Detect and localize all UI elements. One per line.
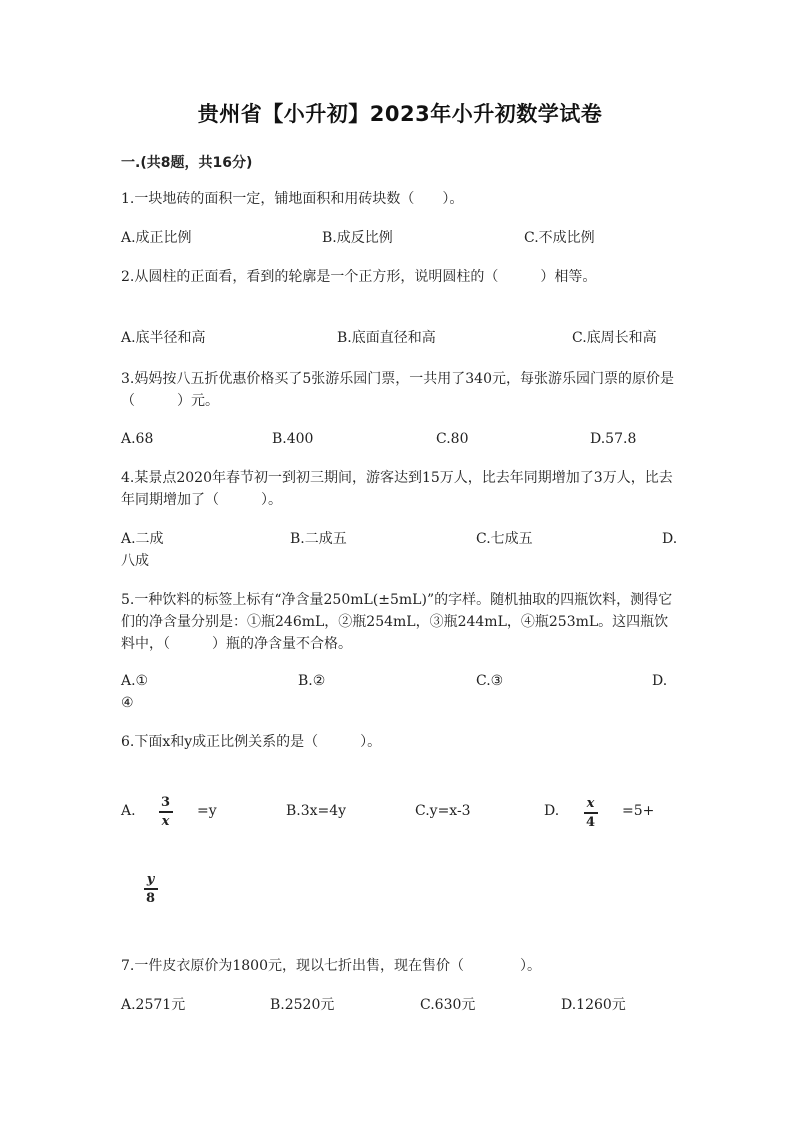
question-3: 3.妈妈按八五折优惠价格买了5张游乐园门票，一共用了340元，每张游乐园门票的原价是（ ）元。: [121, 371, 674, 409]
section-heading: 一.(共8题，共16分): [121, 155, 253, 171]
q5-option-c: C.③: [476, 673, 504, 689]
question-7: 7.一件皮衣原价为1800元，现以七折出售，现在售价（ ）。: [121, 958, 541, 974]
q5-option-a: A.①: [121, 673, 149, 689]
question-5: 5.一种饮料的标签上标有“净含量250mL(±5mL)”的字样。随机抽取的四瓶饮料，测得它们的净含量分别是：①瓶246mL，②瓶254mL，③瓶244mL，④瓶253mL。这四瓶饮料中，（ ）瓶的净含量不合格。: [121, 592, 673, 652]
q3-option-a: A.68: [121, 431, 154, 447]
q6-fraction-3-over-x: [158, 795, 173, 829]
q3-option-d: D.57.8: [590, 431, 637, 447]
fraction-numerator: y: [146, 872, 155, 887]
q2-option-b: B.底面直径和高: [337, 330, 436, 346]
q7-option-a: A.2571元: [121, 997, 186, 1013]
q2-option-c: C.底周长和高: [572, 330, 657, 346]
q1-option-c: C.不成比例: [524, 230, 595, 246]
q4-option-c: C.七成五: [476, 531, 533, 547]
q6-fraction-y-over-8: [143, 872, 158, 906]
fraction-denominator: x: [161, 813, 170, 829]
question-2: 2.从圆柱的正面看，看到的轮廓是一个正方形，说明圆柱的（ ）相等。: [121, 269, 597, 285]
q6-option-d-label: D.: [544, 803, 560, 819]
page-title: 贵州省【小升初】2023年小升初数学试卷: [197, 102, 603, 126]
q4-option-d-text: 八成: [121, 553, 149, 569]
question-4: 4.某景点2020年春节初一到初三期间，游客达到15万人，比去年同期增加了3万人，比去年同期增加了（ ）。: [121, 470, 673, 508]
fraction-bar: [584, 812, 598, 814]
q6-option-a-text: =y: [197, 803, 217, 819]
q2-option-a: A.底半径和高: [121, 330, 206, 346]
fraction-numerator: x: [586, 796, 595, 811]
fraction-bar: [144, 888, 158, 890]
q1-option-b: B.成反比例: [322, 230, 393, 246]
q4-option-d-label: D.: [662, 531, 678, 547]
question-6: 6.下面x和y成正比例关系的是（ ）。: [121, 734, 382, 750]
fraction-bar: [159, 811, 173, 813]
q6-fraction-x-over-4: [583, 796, 598, 830]
q4-option-b: B.二成五: [290, 531, 347, 547]
fraction-denominator: 4: [586, 814, 596, 830]
q1-option-a: A.成正比例: [121, 230, 192, 246]
q3-option-c: C.80: [436, 431, 469, 447]
fraction-denominator: 8: [146, 890, 156, 906]
q7-option-b: B.2520元: [270, 997, 335, 1013]
q4-option-a: A.二成: [121, 531, 164, 547]
q5-option-b: B.②: [298, 673, 326, 689]
q3-option-b: B.400: [272, 431, 314, 447]
q5-option-d-label: D.: [652, 673, 668, 689]
q6-option-b: B.3x=4y: [286, 803, 347, 819]
q5-option-d-text: ④: [121, 695, 134, 711]
q6-option-a-label: A.: [121, 803, 136, 819]
q6-option-c: C.y=x-3: [415, 803, 471, 819]
q7-option-c: C.630元: [420, 997, 476, 1013]
q7-option-d: D.1260元: [561, 997, 626, 1013]
fraction-numerator: 3: [161, 795, 171, 810]
q6-option-d-text: =5+: [622, 803, 655, 819]
question-1: 1.一块地砖的面积一定，铺地面积和用砖块数（ ）。: [121, 191, 464, 207]
